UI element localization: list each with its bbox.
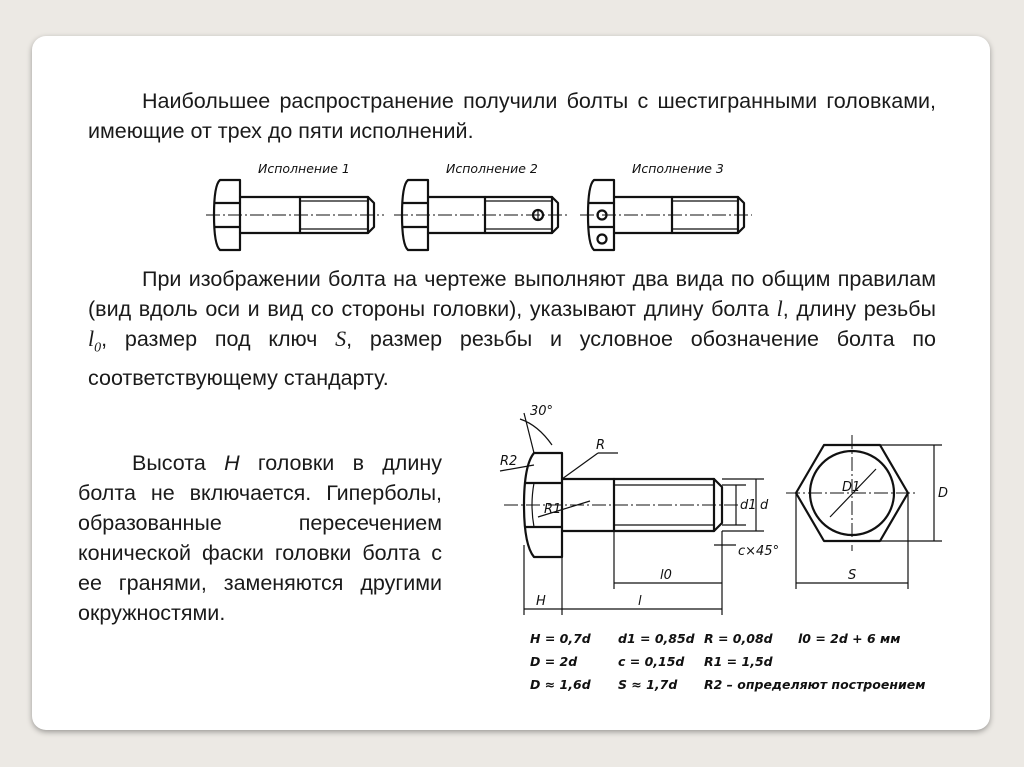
- l0-label: l0: [660, 568, 672, 583]
- formula-r1: R1 = 1,5d: [704, 654, 773, 669]
- d-label: d: [760, 498, 769, 513]
- formula-table: [530, 631, 925, 692]
- formula-l0: l0 = 2d + 6 мм: [798, 631, 901, 646]
- bolt-variant-2: [394, 180, 568, 250]
- formula-r2: R2 – определяют построением: [704, 677, 926, 692]
- bolt-variant-1: [206, 180, 384, 250]
- formula-r: R = 0,08d: [704, 631, 773, 646]
- formula-d: D = 2d: [530, 654, 578, 669]
- h-label: H: [536, 594, 546, 609]
- r1-label: R1: [544, 502, 562, 517]
- variant-2-caption: Исполнение 2: [446, 161, 538, 176]
- formula-h: H = 0,7d: [530, 631, 591, 646]
- formula-d-head: D ≈ 1,6d: [530, 677, 591, 692]
- bolt-variant-3: [580, 180, 752, 250]
- s-label: S: [848, 568, 857, 583]
- formula-d1: d1 = 0,85d: [618, 631, 695, 646]
- variant-3-caption: Исполнение 3: [632, 161, 724, 176]
- formula-c: c = 0,15d: [618, 654, 685, 669]
- angle-label: 30°: [530, 404, 554, 419]
- bolt-detail-drawing: [490, 405, 970, 705]
- bolt-variants-drawing: [200, 155, 760, 255]
- variant-1-caption: Исполнение 1: [258, 161, 350, 176]
- r2-label: R2: [500, 454, 518, 469]
- formula-s: S ≈ 1,7d: [618, 677, 678, 692]
- d1-head-label: D1: [842, 480, 861, 495]
- d-head-label: D: [938, 486, 949, 501]
- chamfer-label: c×45°: [738, 544, 780, 559]
- head-height-paragraph: Высота H головки в длину болта не включается. Гиперболы, образованные пересечением конической фаски головки болта с ее гранями, заменяются другими окружностями.: [78, 451, 442, 625]
- r-label: R: [596, 438, 606, 453]
- bolt-side-view: [500, 404, 779, 615]
- d1-label: d1: [740, 498, 757, 513]
- bolt-end-view: [786, 435, 948, 589]
- drawing-rules-paragraph: При изображении болта на чертеже выполняют два вида по общим правилам (вид вдоль оси и вид со стороны головки), указывают длину болта l, длину резьбы $l_0$, размер под ключ S, размер резьбы и условное обозначение болта по соответствующему стандарту.: [88, 267, 936, 391]
- l-label: l: [638, 594, 642, 609]
- intro-paragraph: Наибольшее распространение получили болты с шестигранными головками, имеющие от трех до пяти исполнений.: [88, 89, 936, 143]
